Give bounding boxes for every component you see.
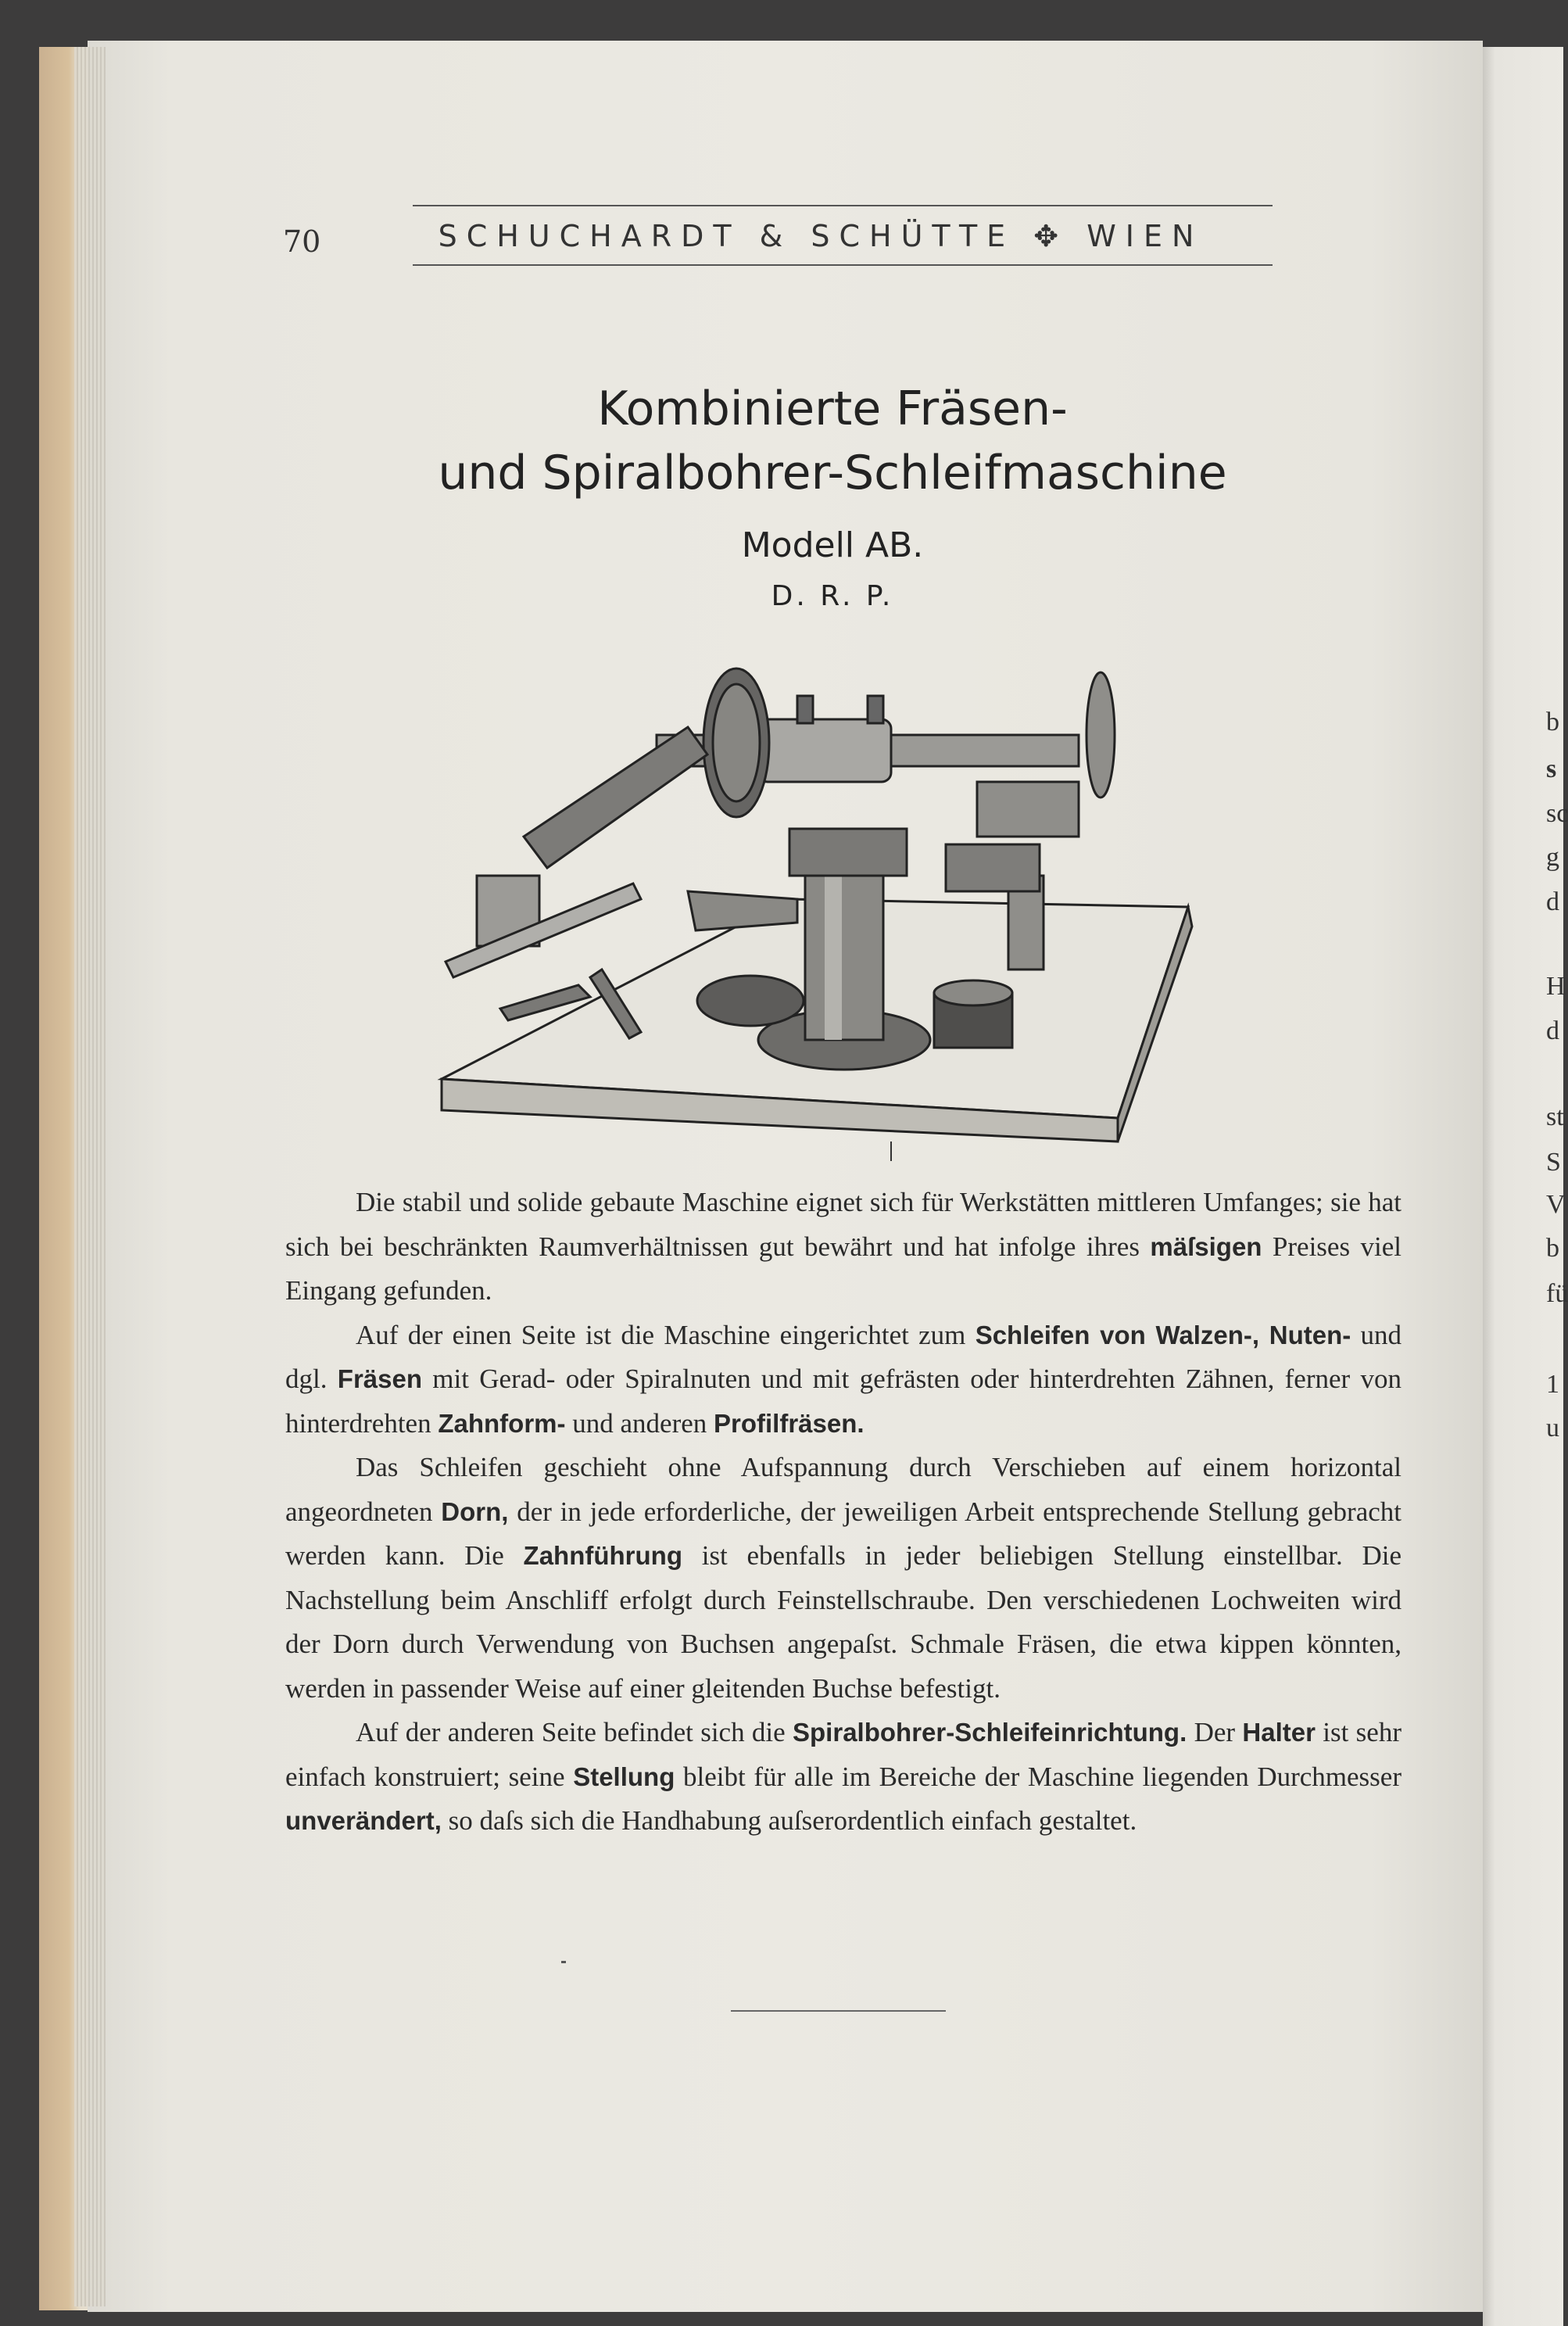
header-rule-bottom bbox=[413, 264, 1273, 266]
facing-fragment: H bbox=[1546, 972, 1566, 1001]
facing-page bbox=[1483, 47, 1563, 2326]
facing-fragment: 1 bbox=[1546, 1370, 1559, 1399]
facing-fragment: d bbox=[1546, 887, 1559, 916]
paragraph-1: Die stabil und solide gebaute Maschine eignet sich für Werkstätten mittleren Umfanges; sie hat sich bei beschränkten Raumverhältnissen gut bewährt und hat infolge ihres mäſsigen Preises viel Eingang gefunden. bbox=[285, 1187, 1402, 1306]
facing-fragment: V bbox=[1546, 1190, 1566, 1219]
paragraph-3: Das Schleifen geschieht ohne Aufspannung durch Verschieben auf einem horizontal angeordneten Dorn, der in jede erforderliche, der jeweiligen Arbeit entsprechende Stellung gebracht werden kann. Die Zahnführung ist ebenfalls in jeder beliebigen Stellung einstellbar. Die Nachstellung beim Anschliff erfolgt durch Feinstellschraube. Den verschiedenen Lochweiten wird der Dorn durch Verwendung von Buchsen angepaſst. Schmale Fräsen, die etwa kippen könnten, werden in passender Weise auf einer gleitenden Buchse befestigt. bbox=[285, 1452, 1402, 1704]
facing-fragment: u bbox=[1546, 1414, 1559, 1443]
running-head: SCHUCHARDT & SCHÜTTE ✥ WIEN bbox=[438, 219, 1204, 253]
title-line-2: und Spiralbohrer-Schleifmaschine bbox=[438, 446, 1227, 500]
body-text bbox=[285, 1181, 1402, 1844]
page-number: 70 bbox=[283, 224, 321, 259]
model-designation: Modell AB. bbox=[741, 525, 924, 565]
ink-mark bbox=[561, 1961, 566, 1963]
facing-fragment: sc bbox=[1546, 799, 1568, 828]
header-rule-top bbox=[413, 205, 1273, 206]
facing-fragment: st bbox=[1546, 1102, 1564, 1131]
paragraph-2: Auf der einen Seite ist die Maschine eingerichtet zum Schleifen von Walzen-, Nuten- und dgl. Fräsen mit Gerad- oder Spiralnuten und mit gefrästen oder hinterdrehten Zähnen, ferner von hinterdrehten Zahnform- und anderen Profilfräsen. bbox=[285, 1319, 1402, 1439]
drill-holder bbox=[446, 727, 707, 977]
page-block-edges bbox=[74, 47, 106, 2306]
grinding-machine-illustration-icon bbox=[430, 641, 1243, 1165]
paragraph-4: Auf der anderen Seite befindet sich die Spiralbohrer-Schleifeinrichtung. Der Halter ist sehr einfach konstruiert; seine Stellung bleibt für alle im Bereiche der Maschine liegenden Durchmesser unverändert, so daſs sich die Handhabung auſserordentlich einfach gestaltet. bbox=[285, 1717, 1402, 1836]
facing-fragment: b bbox=[1546, 708, 1559, 737]
facing-fragment: g bbox=[1546, 843, 1559, 872]
facing-fragment: d bbox=[1546, 1016, 1559, 1045]
title-line-1: Kombinierte Fräsen- bbox=[597, 382, 1068, 436]
facing-fragment: b bbox=[1546, 1234, 1559, 1263]
facing-fragment: S bbox=[1546, 1148, 1561, 1177]
facing-fragment: fü bbox=[1546, 1279, 1568, 1308]
saw-disc bbox=[1087, 672, 1115, 797]
cup-wheel bbox=[934, 980, 1012, 1048]
patent-mark: D. R. P. bbox=[771, 580, 894, 612]
end-rule bbox=[731, 2010, 946, 2012]
facing-fragment: s bbox=[1546, 754, 1557, 783]
grinding-wheel bbox=[703, 668, 769, 817]
